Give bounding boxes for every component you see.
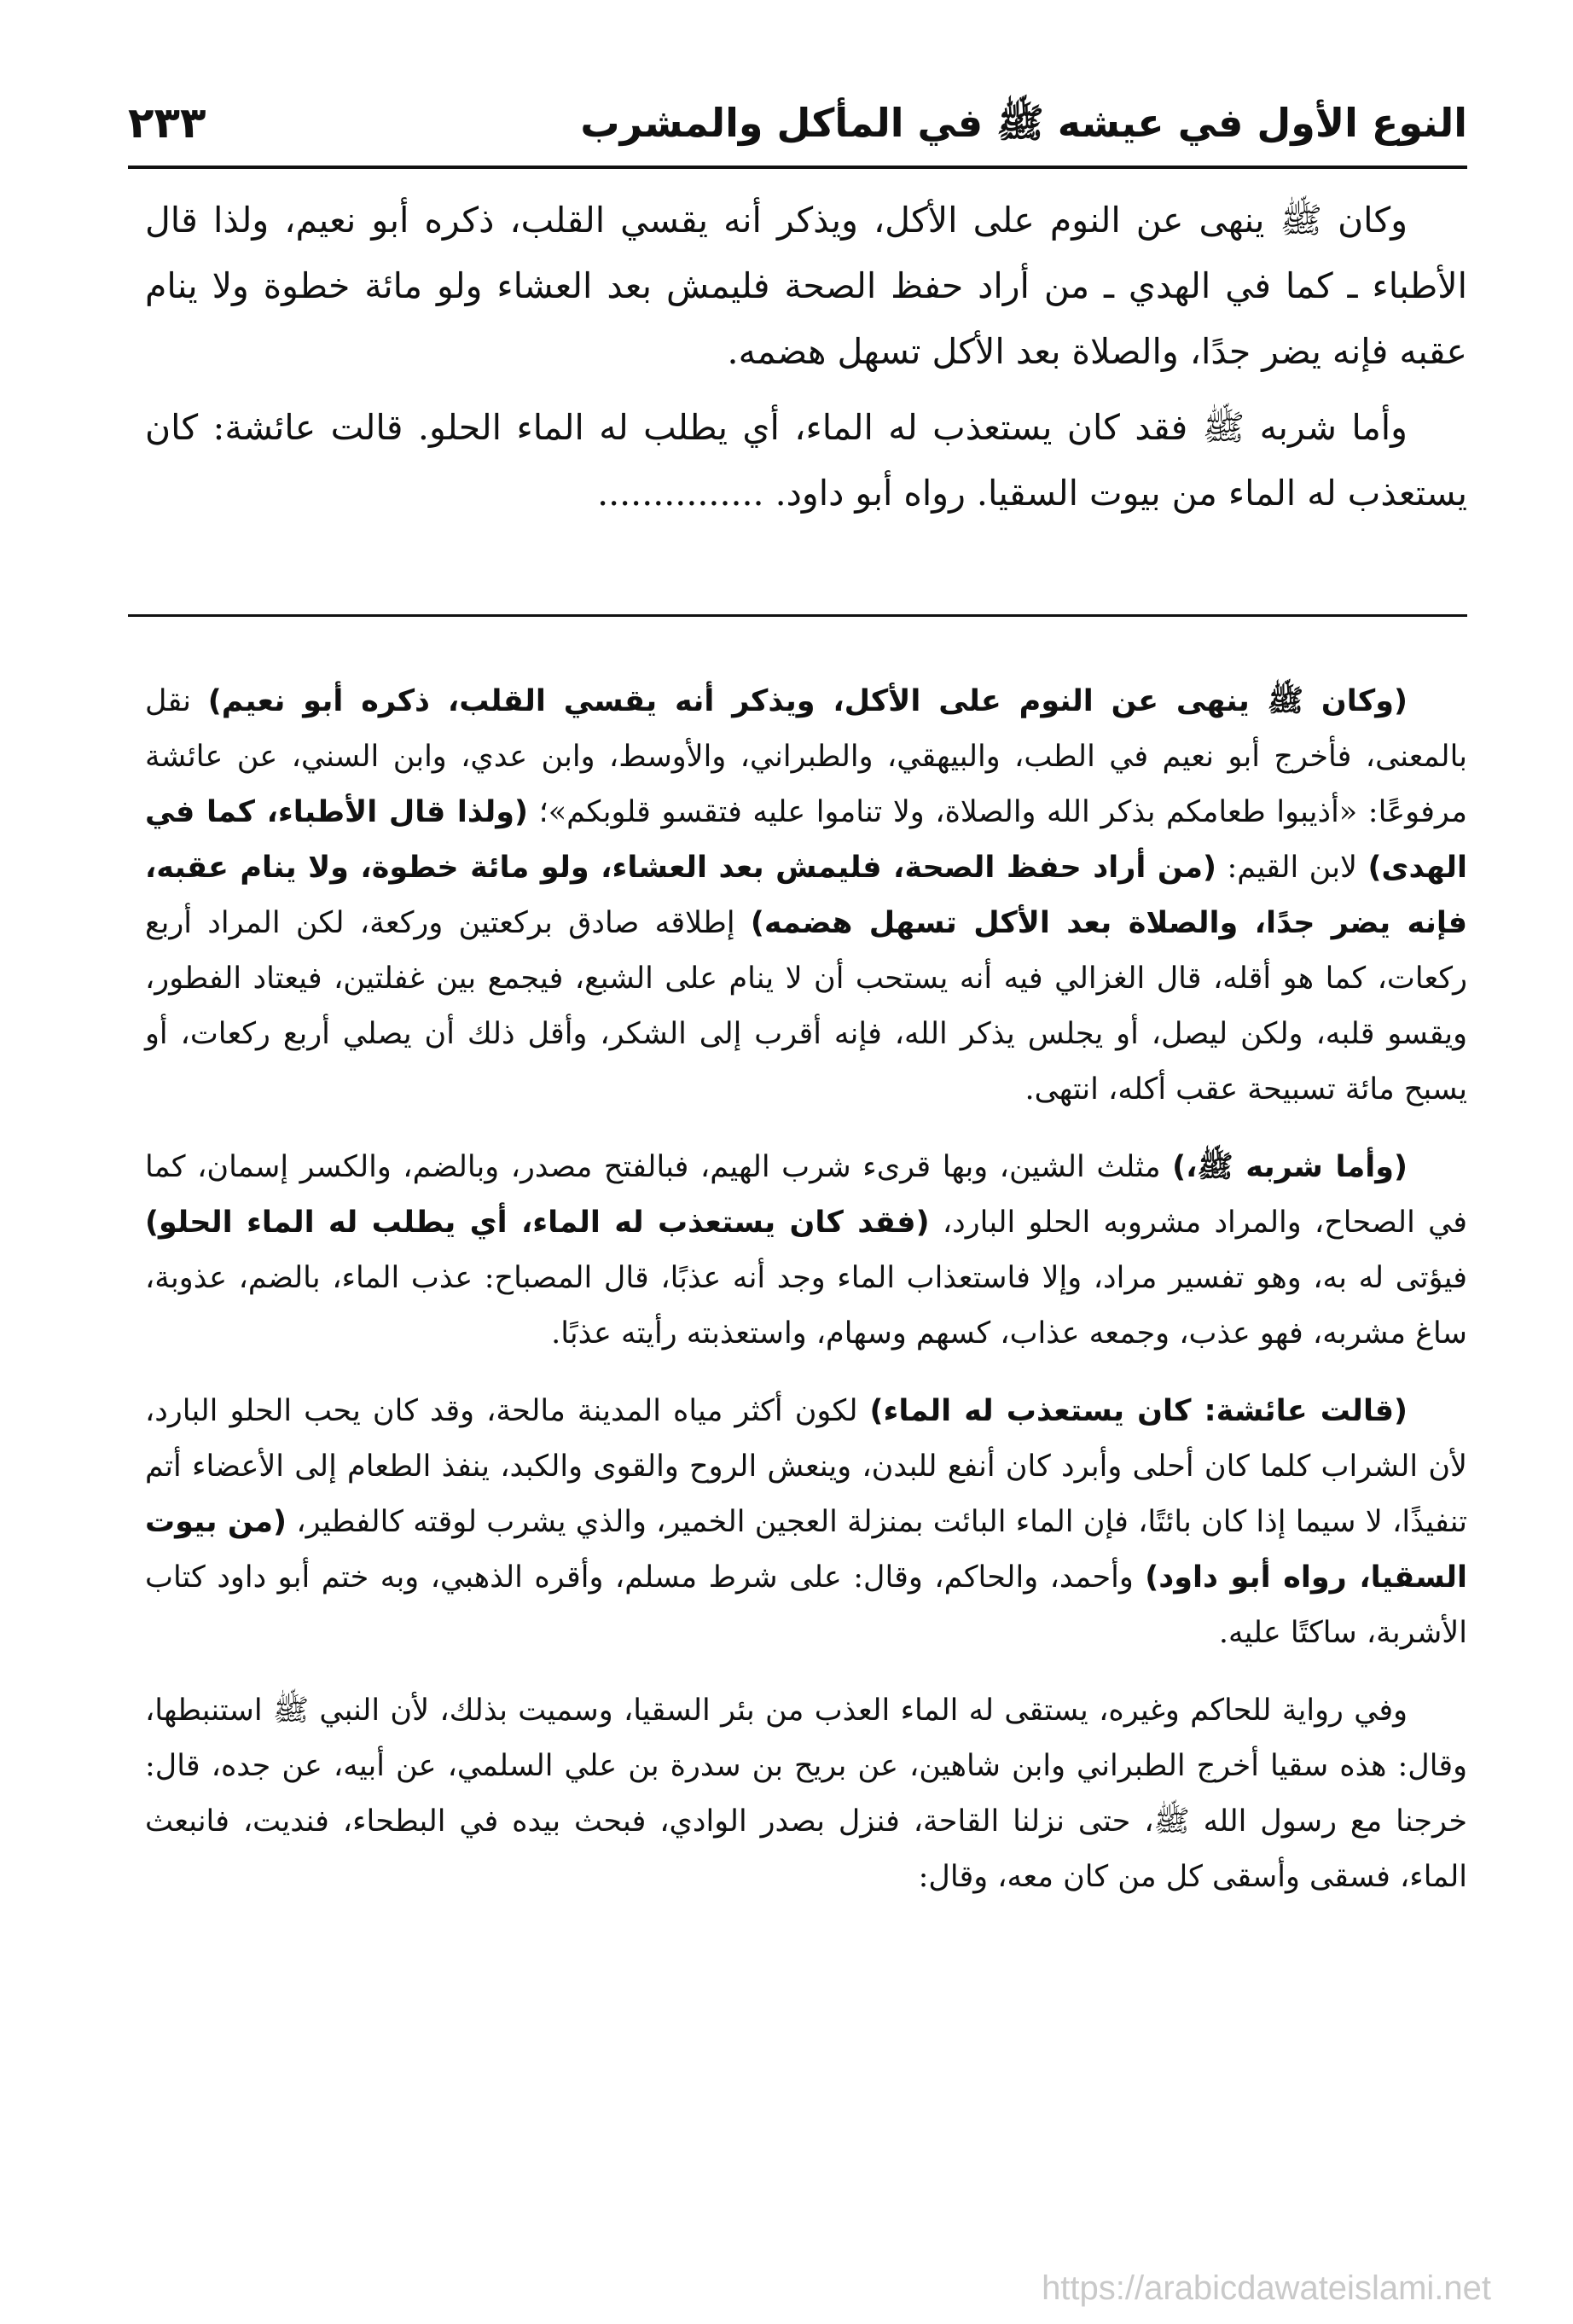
- ellipsis-dots: ...............: [597, 473, 764, 514]
- quoted-text: (وأما شربه ﷺ،): [1172, 1150, 1408, 1184]
- quoted-text: (قالت عائشة: كان يستعذب له الماء): [869, 1394, 1408, 1428]
- quoted-text: (من أراد حفظ الصحة، فليمش بعد العشاء، ولو مائة خطوة، ولا ينام عقبه، فإنه يضر جدًا، والصلاة بعد الأكل تسهل هضمه): [145, 851, 1467, 940]
- commentary-divider: [128, 614, 1467, 617]
- explanation-text: فيؤتى له به، وهو تفسير مراد، وإلا فاستعذاب الماء وجد أنه عذبًا، قال المصباح: عذب الماء، بالضم، عذوبة، ساغ مشربه، فهو عذب، وجمعه عذاب، كسهم وسهام، واستعذبته رأيته عذبًا.: [145, 1261, 1467, 1351]
- chapter-title: النوع الأول في عيشه ﷺ في المأكل والمشرب: [580, 100, 1467, 146]
- main-paragraph: [145, 395, 1467, 526]
- header-divider: [128, 166, 1467, 169]
- page-header: [128, 92, 1467, 160]
- explanation-text: لكون أكثر مياه المدينة مالحة، وقد كان يحب الحلو البارد، لأن الشراب كلما كان أحلى وأبرد كان أنفع للبدن، وينعش الروح والقوى والكبد، ينفذ الطعام إلى الأعضاء أتم تنفيذًا، لا سيما إذا كان بائتًا، فإن الماء البائت بمنزلة العجين الخمير، والذي يشرب لوقته كالفطير،: [145, 1394, 1467, 1539]
- explanation-text: مثلث الشين، وبها قرىء شرب الهيم، فبالفتح مصدر، وبالضم، والكسر إسمان، كما في الصحاح، والمراد مشروبه الحلو البارد،: [145, 1150, 1467, 1240]
- main-paragraph-text: وأما شربه ﷺ فقد كان يستعذب له الماء، أي يطلب له الماء الحلو. قالت عائشة: كان يستعذب له الماء من بيوت السقيا. رواه أبو داود.: [145, 407, 1467, 514]
- main-text: [145, 188, 1467, 537]
- explanation-text: إطلاقه صادق بركعتين وركعة، لكن المراد أربع ركعات، كما هو أقله، قال الغزالي فيه أنه يستحب أن لا ينام على الشبع، فيجمع بين غفلتين، فيعتاد الفطور، ويقسو قلبه، ولكن ليصل، أو يجلس يذكر الله، فإنه أقرب إلى الشكر، وأقل ذلك أن يصلي أربع ركعات، أو يسبح مائة تسبيحة عقب أكله، انتهى.: [145, 906, 1467, 1107]
- main-paragraph: وكان ﷺ ينهى عن النوم على الأكل، ويذكر أنه يقسي القلب، ذكره أبو نعيم، ولذا قال الأطباء ـ كما في الهدي ـ من أراد حفظ الصحة فليمش بعد العشاء ولو مائة خطوة ولا ينام عقبه فإنه يضر جدًا، والصلاة بعد الأكل تسهل هضمه.: [145, 200, 1467, 372]
- commentary-paragraph: [145, 1140, 1467, 1362]
- page-number: ٢٣٣: [128, 98, 206, 148]
- quoted-text: (ولذا قال الأطباء، كما في الهدى): [145, 795, 1467, 885]
- commentary-paragraph: [145, 1384, 1467, 1661]
- watermark-url: https://arabicdawateislami.net: [1042, 2269, 1491, 2307]
- explanation-text: وأحمد، والحاكم، وقال: على شرط مسلم، وأقره الذهبي، وبه ختم أبو داود كتاب الأشربة، ساكتًا عليه.: [145, 1560, 1467, 1650]
- commentary-paragraph: [145, 674, 1467, 1118]
- explanation-text: نقل بالمعنى، فأخرج أبو نعيم في الطب، والبيهقي، والطبراني، والأوسط، وابن عدي، وابن السني، عن عائشة مرفوعًا: «أذيبوا طعامكم بذكر الله والصلاة، ولا تناموا عليه فتقسو قلوبكم»؛: [145, 684, 1467, 829]
- explanation-text: لابن القيم:: [1216, 851, 1368, 885]
- quoted-text: (وكان ﷺ ينهى عن النوم على الأكل، ويذكر أنه يقسي القلب، ذكره أبو نعيم): [207, 684, 1408, 718]
- quoted-text: (فقد كان يستعذب له الماء، أي يطلب له الماء الحلو): [145, 1206, 930, 1240]
- commentary-paragraph: وفي رواية للحاكم وغيره، يستقى له الماء العذب من بئر السقيا، وسميت بذلك، لأن النبي ﷺ استنبطها، وقال: هذه سقيا أخرج الطبراني وابن شاهين، عن بريح بن سدرة بن علي السلمي، عن أبيه، عن جده، قال: خرجنا مع رسول الله ﷺ، حتى نزلنا القاحة، فنزل بصدر الوادي، فبحث بيده في البطحاء، فنديت، فانبعث الماء، فسقى وأسقى كل من كان معه، وقال:: [145, 1694, 1467, 1894]
- commentary-text: [145, 674, 1467, 1927]
- quoted-text: (من بيوت السقيا، رواه أبو داود): [145, 1505, 1468, 1595]
